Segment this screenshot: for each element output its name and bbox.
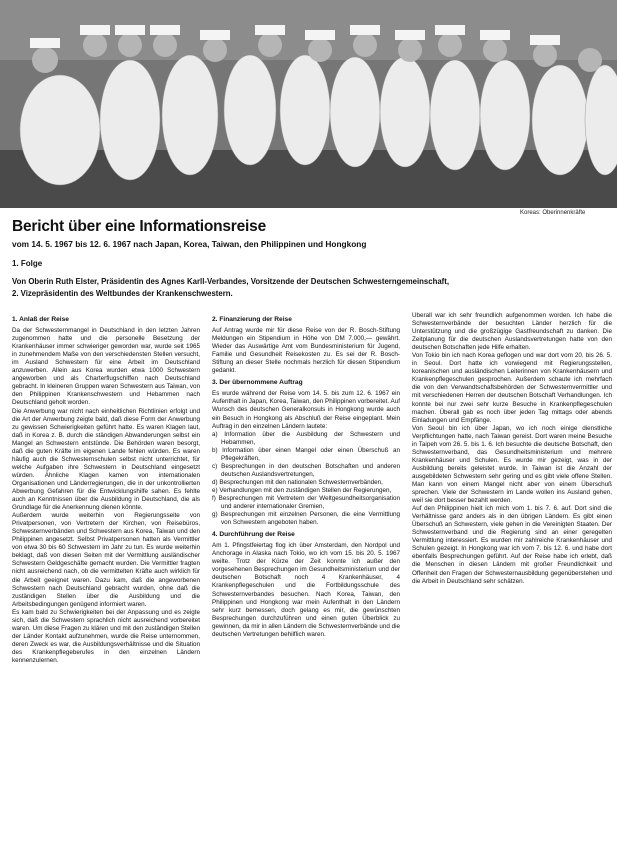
paragraph: Da der Schwesternmangel in Deutschland in den letzten Jahren zugenommen hatte und die personelle Besetzung der Krankenhäuser immer schwieriger geworden war, wurde seit 1965 in zunehmendem Maße von den verschiedensten Stellen versucht, im Ausland Schwestern für eine Arbeit im Deutschland anzuwerben. Allein aus Korea wurden etwa 1000 Schwestern angeworben und als Charterflugschiffen nach Deutschland gebracht. In kleineren Gruppen waren Schwestern aus Taiwan, von den Philippinen Krankenschwestern und Hebammen nach Deutschland geholt worden.	[12, 327, 200, 407]
photo-illustration	[0, 0, 617, 208]
article-subtitle: vom 14. 5. 1967 bis 12. 6. 1967 nach Japan, Korea, Taiwan, den Philippinen und Hongkong	[12, 239, 367, 249]
section-heading-1: 1. Anlaß der Reise	[12, 316, 69, 323]
task-list	[212, 431, 400, 528]
photo-caption: Koreas: Oberinnenkräfte	[520, 210, 586, 216]
section-heading-4: 4. Durchführung der Reise	[212, 531, 295, 539]
author-line-2: 2. Vizepräsidentin des Weltbundes der Krankenschwestern.	[12, 289, 233, 298]
nurses-group-photo	[0, 0, 617, 208]
article-title: Bericht über eine Informationsreise	[12, 218, 266, 235]
paragraph: Auf den Philippinen hielt ich mich vom 1. bis 7. 6. auf. Dort sind die Verhältnisse ganz anders als in den übrigen Ländern. Es gibt einen Überschuß an Schwestern, viele gehen in die Vereinigten Staaten. Der Schwesternverband und die Regierung sind an einer geregelten Vermittlung interessiert. Es wurden mir zahlreiche Krankenhäuser und Schulen gezeigt. In Hongkong war ich vom 7. bis 12. 6. und habe dort ebenfalls Besprechungen geführt. Auf der Reise habe ich erlebt, daß die Menschen in diesen Ländern mit großer Freundlichkeit und Offenheit den Fragen der Schwesternausbildung gegenüberstehen und die Arbeit in Deutschland sehr schätzen.	[412, 505, 612, 585]
list-item: g) Besprechungen mit einzelnen Personen, die eine Vermittlung von Schwestern angeboten haben.	[212, 511, 400, 527]
paragraph: Am 1. Pfingstfeiertag flog ich über Amsterdam, den Nordpol und Anchorage in Alaska nach Tokio, wo ich vom 15. bis 20. 5. 1967 weilte. Trotz der Kürze der Zeit konnte ich außer den vorgesehenen Besprechungen im Gesundheitsministerium und der deutschen Botschaft noch 4 Krankenhäuser, 4 Krankenpflegeschulen und die Fortbildungsschule des Schwesternverbandes besuchen. Nach Korea, Taiwan, den Philippinen und Hongkong war mein Aufenthalt in den Ländern sehr kurz bemessen, doch gelang es mir, die gewünschten Besprechungen durchzuführen und einen guten Überblick zu gewinnen, da mir in allen Ländern die Schwesternverbände und die deutschen Vertretungen behilflich waren.	[212, 542, 400, 638]
author-line-1: Von Oberin Ruth Elster, Präsidentin des Agnes Karll-Verbandes, Vorsitzende der Deutschen Schwesterngemeinschaft,	[12, 277, 450, 286]
paragraph: Außerdem wurde weiterhin von Regierungsseite von Privatpersonen, von Vertretern der Kirchen, von Reisebüros, Schwesternverbänden und Schwestern aus Korea, Taiwan und den Philippinen angesetzt. Selbst Privatpersonen hatten als Vermittler von etwa 30 bis 60 Schwestern im Jahr zu tun. Es wurde weiterhin beklagt, daß von diesen Seiten mit der Vermittlung ausländischer Schwestern Geldgeschäfte gemacht wurden. Die Vermittler fragten nicht ausreichend nach, ob die vermittelten Kräfte auch wirklich für die Arbeit geeignet waren. Dazu kam, daß die angeworbenen Schwestern nach Deutschland gebracht wurden, ohne daß die zuständigen Stellen über die Ausbildung und die Arbeitsbedingungen genügend informiert waren.	[12, 512, 200, 608]
paragraph: Es wurde während der Reise vom 14. 5. bis zum 12. 6. 1967 ein Aufenthalt in Japan, Korea, Taiwan, den Philippinen vorbereitet. Auf Wunsch des deutschen Generalkonsuls in Hongkong wurde auch ein Besuch in Hongkong als Abschluß der Reise eingeplant. Mein Auftrag in den einzelnen Ländern lautete:	[212, 390, 400, 430]
column-2	[212, 312, 400, 841]
list-item: b) Information über einen Mangel oder einen Überschuß an Pflegekräften,	[212, 446, 400, 462]
article-part: 1. Folge	[12, 259, 43, 268]
list-item: f) Besprechungen mit Vertretern der Weltgesundheitsorganisation und anderer internationaler Gremien,	[212, 494, 400, 511]
list-item: d) Besprechungen mit den nationalen Schwesternverbänden,	[212, 478, 383, 486]
paragraph: Auf Antrag wurde mir für diese Reise von der R. Bosch-Stiftung Meldungen ein Stipendium in Höhe von DM 7.000,— gewährt. Wieder das Auswärtige Amt vom Bundesministerium für Jugend, Familie und Gesundheit Reisekosten zu. Es sei der R. Bosch-Stiftung an dieser Stelle nochmals herzlich für diesen Stipendium gedankt.	[212, 327, 400, 375]
column-1	[12, 312, 200, 841]
paragraph: Die Anwerbung war nicht nach einheitlichen Richtlinien erfolgt und die Art der Anwerbung zeigte bald, daß diese Form der Anwerbung zu gewissen Schwierigkeiten geführt hatte. Es waren Klagen laut, daß in Korea z. B. durch die ständigen Abwanderungen selbst ein Mangel an Schwestern entstünde. Die Behörden waren besorgt, daß die guten Kräfte im eigenen Lande fehlen würden. Es waren häufig auch die Schwesternschulen selbst nicht unterrichtet, für welche Aufgaben ihre Schwestern in Deutschland eingesetzt würden. Ähnliche Klagen kamen von internationalen Organisationen und Länderregierungen, die in der unkontrollierten Abwerbung Gefahren für die Entwicklungshilfe sahen. Es fehlte auch an Kenntnissen über die Ausbildung in Deutschland, die als Grundlage für die Anerkennung dienen könnte.	[12, 407, 200, 512]
list-item: e) Verhandlungen mit den zuständigen Stellen der Regierungen,	[212, 486, 392, 494]
section-heading-3: 3. Der übernommene Auftrag	[212, 379, 303, 387]
article-author	[12, 276, 617, 300]
list-item: c) Besprechungen in den deutschen Botschaften und anderen deutschen Auslandsvertretungen,	[212, 462, 400, 478]
section-heading-2: 2. Finanzierung der Reise	[212, 316, 292, 323]
column-3	[412, 312, 612, 841]
paragraph: Überall war ich sehr freundlich aufgenommen worden. Ich habe die Schwesternverbände der besuchten Länder herzlich für die Unterstützung und die großzügige Gastfreundschaft zu danken. Die Zeitplanung für die deutschen Auslandsvertretungen hatte von den deutschen Botschaften jede Hilfe erhalten.	[412, 312, 612, 352]
article-body	[12, 312, 617, 841]
list-item: a) Information über die Ausbildung der Schwestern und Hebammen,	[212, 430, 400, 446]
paragraph: Von Tokio bin ich nach Korea geflogen und war dort vom 20. bis 26. 5. in Seoul. Dort hatte ich vorwiegend mit Regierungsstellen, koreanischen und ausländischen Leiterinnen von Krankenhäusern und Krankenpflegeschulen gesprochen. Außerdem schaute ich mehrfach die von den Verwandtschaftsbehörden der Schwesternvermittler und mit verschiedenen Herren der deutschen Botschaft Verhandlungen. Ich konnte bei nur zwei sehr kurze Besuche in Krankenpflegeschulen machen. Überall gab es noch über jeden Tag mittags oder abends Einladungen und Empfänge.	[412, 352, 612, 424]
paragraph: Von Seoul bin ich über Japan, wo ich noch einige dienstliche Verpflichtungen hatte, nach Taiwan gereist. Dort waren meine Besuche in Taipeh vom 26. 5. bis 1. 6. Ich besuchte die deutsche Botschaft, den Schwesternverband, das Gesundheitsministerium und mehrere Krankenhäuser und Schulen. Es wurde mir gezeigt, was in der Ausbildung bereits geleistet wurde. In Taiwan ist die Anzahl der ausgebildeten Schwestern sehr gering und es gibt viele offene Stellen. Man kann von einem Mangel nicht aber von einem Überschuß sprechen. Viele der Schwestern im Lande wollen ins Ausland gehen, weil sie dort besser bezahlt werden.	[412, 424, 612, 505]
paragraph: Es kam bald zu Schwierigkeiten bei der Anpassung und es zeigte sich, daß die Schwestern sprachlich nicht ausreichend vorbereitet waren. Um diese Fragen zu klären und mit den zuständigen Stellen der Länder Kontakt aufzunehmen, wurde die Reise unternommen, deren Zweck es war, die Ausbildungsverhältnisse und die Situation des Krankenpflegeberufes in den einzelnen Ländern kennenzulernen.	[12, 608, 200, 664]
